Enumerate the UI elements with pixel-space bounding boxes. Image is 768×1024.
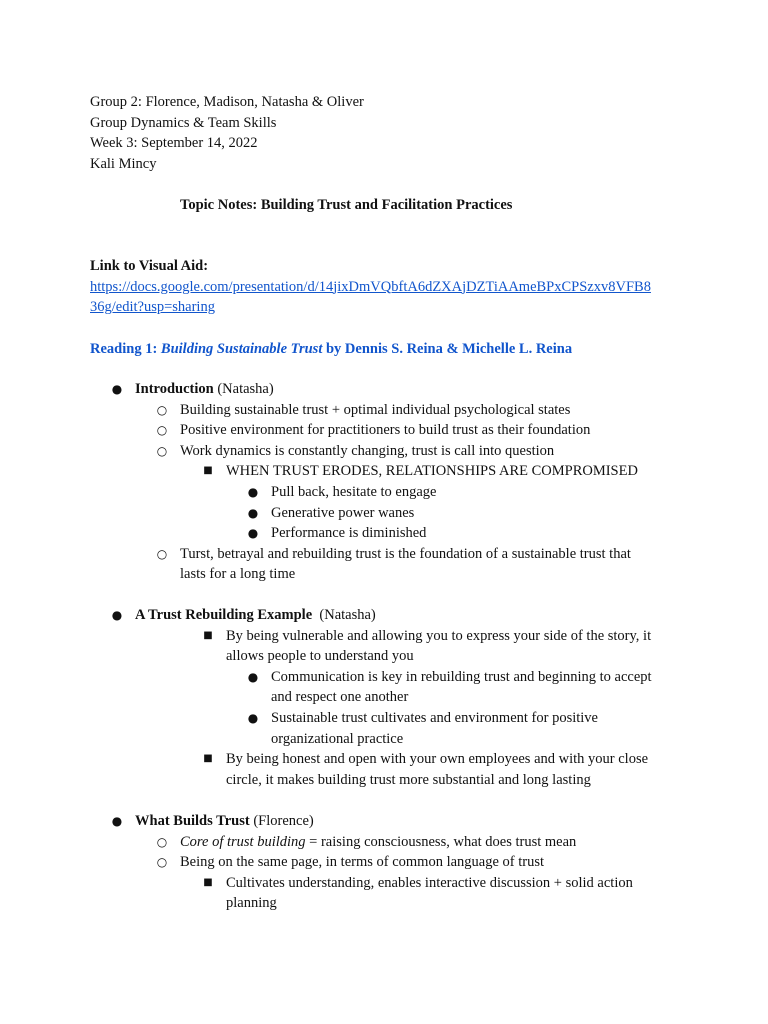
circle-bullet-icon: ○	[156, 855, 168, 870]
document-header	[90, 92, 690, 174]
list-item	[90, 503, 690, 524]
section-trust-rebuilding-example	[90, 605, 690, 790]
circle-bullet-icon: ○	[156, 423, 168, 438]
circle-bullet-icon: ○	[156, 402, 168, 417]
list-item-text: Generative power wanes	[271, 504, 415, 521]
list-item-text-continued: circle, it makes building trust more substantial and long lasting	[226, 771, 591, 788]
group-line: Group 2: Florence, Madison, Natasha & Oliver	[90, 94, 364, 110]
reading-book-title: Building Sustainable Trust	[160, 341, 323, 357]
square-bullet-icon: ■	[203, 629, 213, 641]
list-item	[90, 420, 690, 441]
list-item	[90, 873, 690, 914]
disc-bullet-icon: ●	[111, 814, 123, 828]
list-item	[90, 811, 690, 832]
disc-bullet-icon: ●	[247, 484, 259, 499]
list-item-text: Positive environment for practitioners to build trust as their foundation	[180, 422, 591, 439]
list-item-text: By being honest and open with your own employees and with your close	[226, 751, 649, 768]
list-item	[90, 749, 690, 790]
visual-aid-link-continued[interactable]: 36g/edit?usp=sharing	[90, 299, 215, 316]
list-item	[90, 852, 690, 873]
section-presenter: (Natasha)	[213, 381, 274, 397]
section-presenter: (Natasha)	[312, 607, 376, 623]
section-introduction	[90, 379, 690, 585]
list-item	[90, 626, 690, 667]
list-item	[90, 605, 690, 626]
visual-aid-link[interactable]: https://docs.google.com/presentation/d/14jixDmVQbftA6dZXAjDZTiAAmeBPxCPSzxv8VFB8	[90, 278, 651, 295]
list-item	[90, 379, 690, 400]
section-heading: Introduction	[135, 381, 214, 397]
list-item-text-continued: organizational practice	[271, 730, 404, 747]
circle-bullet-icon: ○	[156, 834, 168, 849]
list-item-text-continued: allows people to understand you	[226, 648, 414, 665]
list-item-text: Cultivates understanding, enables interactive discussion + solid action	[226, 874, 633, 891]
disc-bullet-icon: ●	[111, 608, 123, 622]
list-item-text: Performance is diminished	[271, 525, 427, 542]
list-item	[90, 832, 690, 853]
list-item-text: Work dynamics is constantly changing, trust is call into question	[180, 442, 555, 459]
list-item	[90, 667, 690, 708]
disc-bullet-icon: ●	[247, 505, 259, 520]
circle-bullet-icon: ○	[156, 443, 168, 458]
list-item-text: = raising consciousness, what does trust mean	[305, 833, 577, 850]
list-item-text: Building sustainable trust + optimal individual psychological states	[180, 401, 571, 418]
square-bullet-icon: ■	[203, 465, 213, 477]
list-item-term: Core of trust building	[180, 833, 306, 850]
list-item	[90, 523, 690, 544]
reading-heading	[90, 339, 572, 360]
list-item-text-continued: planning	[226, 895, 277, 912]
document-title: Topic Notes: Building Trust and Facilitation Practices	[180, 197, 513, 213]
list-item-text: Turst, betrayal and rebuilding trust is the foundation of a sustainable trust that	[180, 545, 631, 562]
reading-prefix: Reading 1:	[90, 341, 161, 357]
list-item	[90, 441, 690, 462]
list-item	[90, 482, 690, 503]
disc-bullet-icon: ●	[111, 382, 123, 396]
section-what-builds-trust	[90, 811, 690, 914]
list-item-text: Sustainable trust cultivates and environment for positive	[271, 709, 598, 726]
list-item	[90, 544, 690, 585]
square-bullet-icon: ■	[203, 753, 213, 765]
section-presenter: (Florence)	[249, 813, 314, 829]
reading-authors: by Dennis S. Reina & Michelle L. Reina	[322, 341, 573, 357]
list-item	[90, 708, 690, 749]
section-heading: What Builds Trust	[135, 813, 250, 829]
list-item	[90, 461, 690, 482]
visual-aid-label: Link to Visual Aid:	[90, 258, 209, 274]
circle-bullet-icon: ○	[156, 546, 168, 561]
disc-bullet-icon: ●	[247, 669, 259, 684]
section-heading: A Trust Rebuilding Example	[135, 607, 313, 623]
list-item-text: Being on the same page, in terms of common language of trust	[180, 854, 545, 871]
week-line: Week 3: September 14, 2022	[90, 135, 258, 152]
disc-bullet-icon: ●	[247, 526, 259, 541]
list-item-text: By being vulnerable and allowing you to express your side of the story, it	[226, 627, 652, 644]
list-item-text-continued: lasts for a long time	[180, 566, 296, 583]
square-bullet-icon: ■	[203, 876, 213, 888]
list-item-text: Pull back, hesitate to engage	[271, 483, 437, 500]
list-item-text: WHEN TRUST ERODES, RELATIONSHIPS ARE COMPROMISED	[226, 463, 638, 480]
list-item-text-continued: and respect one another	[271, 689, 409, 706]
course-line: Group Dynamics & Team Skills	[90, 114, 277, 131]
author-line: Kali Mincy	[90, 155, 157, 172]
visual-aid-block	[90, 256, 690, 318]
list-item	[90, 400, 690, 421]
list-item-text: Communication is key in rebuilding trust and beginning to accept	[271, 668, 652, 685]
disc-bullet-icon: ●	[247, 710, 259, 725]
